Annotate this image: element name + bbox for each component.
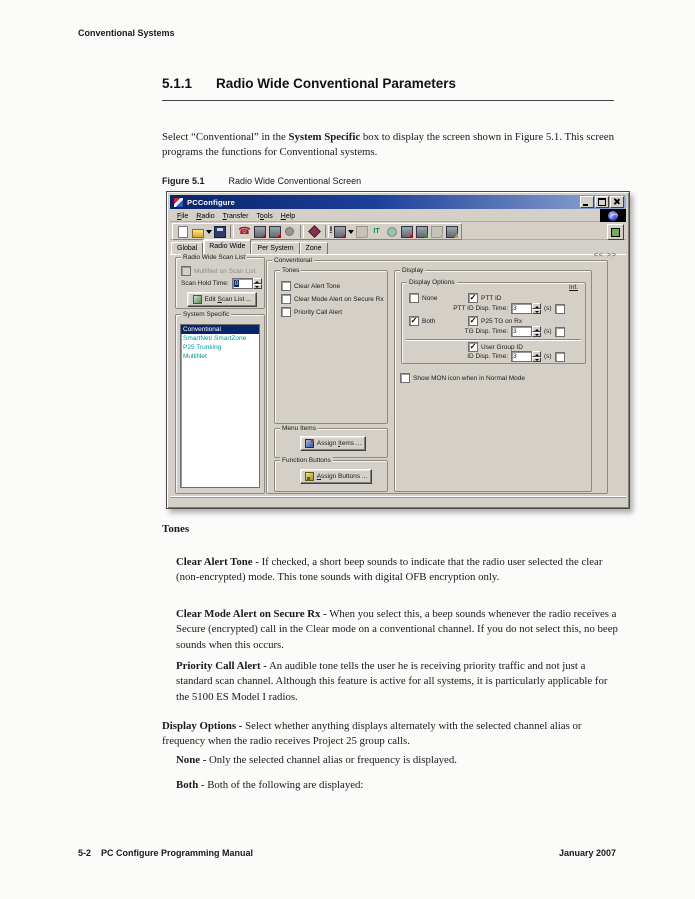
scan-hold-stepper[interactable] (232, 278, 262, 289)
spin-down-icon[interactable] (532, 357, 541, 363)
section-heading (162, 76, 456, 91)
show-mon-label: Show MON icon when in Normal Mode (413, 374, 525, 382)
list-item-conventional[interactable]: Conventional (181, 325, 259, 334)
footer-date: January 2007 (558, 848, 616, 858)
section-number: 5.1.1 (162, 76, 193, 91)
priority-call-alert-checkbox[interactable] (281, 307, 291, 317)
close-icon[interactable] (610, 196, 624, 208)
radio-disabled-icon (354, 225, 369, 239)
minimize-icon[interactable] (580, 196, 594, 208)
seconds-label: (s) (544, 353, 552, 360)
id-inf-checkbox[interactable] (555, 352, 565, 362)
group-label: Display Options (409, 279, 455, 286)
priority-call-alert-paragraph: Priority Call Alert - An audible tone tells the user he is receiving priority traffic and not just a standard scan channel. Although this feature is active for all systems, it is particularly applicable for the 5100 ES Model I radios. (176, 659, 608, 703)
both-paragraph: Both - Both of the following are displayed: (176, 778, 364, 791)
app-icon (173, 197, 184, 208)
multinet-checkbox (181, 266, 191, 276)
footer-left (78, 848, 253, 858)
group-label: Menu Items (282, 425, 316, 432)
group-radio-wide-scan-list (175, 254, 265, 309)
radio-alert-dropdown-icon[interactable] (347, 225, 354, 239)
tab-global[interactable]: Global (171, 242, 203, 254)
user-group-id-label: User Group ID (481, 343, 523, 351)
menu-transfer[interactable]: Transfer (222, 212, 249, 220)
none-paragraph: None - Only the selected channel alias or frequency is displayed. (176, 753, 457, 766)
group-display-options (401, 279, 586, 364)
save-icon[interactable] (212, 225, 227, 239)
multinet-label: MultiNet on Scan List (194, 267, 256, 275)
intro-paragraph (162, 130, 620, 161)
globe-logo-icon (608, 211, 618, 221)
group-label: Display (402, 267, 424, 274)
manual-title: PC Configure Programming Manual (101, 848, 254, 858)
radio-disabled2-icon (429, 225, 444, 239)
menu-file[interactable]: File (177, 212, 189, 220)
group-menu-items (274, 425, 388, 458)
inf-column-header: Inf. (568, 284, 578, 291)
list-item-smartnet[interactable]: SmartNet/ SmartZone (183, 335, 247, 342)
clear-mode-alert-label: Clear Mode Alert on Secure Rx (294, 295, 384, 303)
assign-buttons-icon (305, 472, 314, 481)
section-title: Radio Wide Conventional Parameters (216, 76, 456, 91)
toolbar-band (172, 223, 462, 240)
intro-bold: System Specific (288, 130, 361, 143)
radio-down-icon[interactable] (414, 225, 429, 239)
scan-hold-value[interactable]: 0 (234, 280, 239, 287)
window-title: PCConfigure (187, 197, 236, 207)
scan-hold-label: Scan Hold Time: (181, 280, 229, 287)
id-time-value[interactable]: 3 (511, 351, 532, 362)
ptt-time-label: PTT ID Disp. Time: (453, 305, 508, 312)
ptt-id-checkbox[interactable]: ✓ (469, 293, 477, 302)
group-system-specific (175, 311, 265, 494)
figure-caption (162, 176, 361, 186)
brand-logo (600, 209, 626, 222)
ptt-inf-checkbox[interactable] (555, 304, 565, 314)
list-item-p25-trunking[interactable]: P25 Trunking (183, 344, 222, 351)
menu-radio[interactable]: Radio (196, 212, 215, 220)
both-label: Both (422, 317, 436, 325)
menu-help[interactable]: Help (280, 212, 296, 220)
none-label: None (422, 294, 438, 302)
client-area (170, 254, 626, 496)
group-label: Tones (282, 267, 300, 274)
group-display (394, 267, 592, 492)
display-options-paragraph: Display Options - Select whether anything displays alternately with the selected channel alias or frequency when the radio receives Project 25 group calls. (162, 719, 582, 748)
spin-down-icon[interactable] (532, 309, 541, 315)
tab-radio-wide[interactable]: Radio Wide (203, 239, 251, 254)
tab-per-system[interactable]: Per System (251, 242, 299, 254)
tg-inf-checkbox[interactable] (555, 327, 565, 337)
edit-scan-list-icon (193, 295, 202, 304)
open-dropdown-icon[interactable] (205, 225, 212, 239)
clear-mode-alert-checkbox[interactable] (281, 294, 291, 304)
seconds-label: (s) (544, 328, 552, 335)
system-specific-listbox[interactable] (180, 324, 260, 488)
spin-down-icon[interactable] (532, 332, 541, 338)
tg-time-label: TG Disp. Time: (464, 328, 508, 335)
clear-alert-tone-checkbox[interactable] (281, 281, 291, 291)
none-checkbox[interactable] (409, 293, 419, 303)
intro-post: box to display the screen shown in Figure 5.1. This screen programs the functions for Conventional systems. (162, 130, 614, 159)
p25-tg-checkbox[interactable]: ✓ (469, 316, 477, 325)
ptt-time-stepper[interactable] (511, 303, 541, 314)
show-mon-checkbox[interactable] (400, 373, 410, 383)
read-radio-icon[interactable] (252, 225, 267, 239)
nav-arrows[interactable]: << >> (593, 252, 617, 259)
toolbar (170, 223, 626, 240)
record-disabled-icon (282, 225, 297, 239)
menu-bar (170, 210, 626, 222)
connect-phone-icon[interactable]: ☎ (238, 225, 251, 237)
both-checkbox[interactable]: ✓ (410, 316, 418, 325)
open-folder-icon[interactable] (190, 225, 205, 239)
assign-items-button[interactable]: Assign Items ... (300, 436, 366, 451)
pcconfigure-window (166, 191, 630, 509)
toolbar-separator (325, 225, 329, 238)
assign-buttons-button[interactable]: Assign Buttons ... (300, 469, 372, 484)
divider (406, 339, 581, 340)
clear-alert-tone-paragraph: Clear Alert Tone - If checked, a short beep sounds to indicate that the radio user selected the clear (non-encrypted) mode. This tone sounds with digital OFB encryption only. (176, 555, 603, 584)
menu-tools[interactable]: Tools (256, 212, 273, 220)
new-file-icon[interactable] (175, 225, 190, 239)
id-time-label: ID Disp. Time: (467, 353, 508, 360)
spin-down-icon[interactable] (253, 284, 262, 290)
edit-scan-list-button[interactable]: Edit Scan List ... (187, 292, 257, 307)
tab-zone[interactable]: Zone (300, 242, 328, 254)
p25-tg-label: P25 TG on Rx (481, 317, 523, 325)
assign-items-icon (305, 439, 314, 448)
clear-alert-tone-label: Clear Alert Tone (294, 282, 341, 290)
group-label: Function Buttons (282, 457, 331, 464)
group-label: System Specific (183, 311, 230, 318)
page-number: 5-2 (78, 848, 92, 858)
tg-time-value[interactable]: 3 (511, 326, 532, 337)
group-label: Conventional (274, 257, 312, 264)
ptt-time-value[interactable]: 3 (511, 303, 532, 314)
toolbar-separator (300, 225, 304, 238)
toolbar-separator (230, 225, 234, 238)
status-bar (170, 496, 626, 505)
diamond-icon[interactable] (307, 225, 322, 239)
priority-call-alert-label: Priority Call Alert (294, 308, 343, 316)
globe-disabled-icon (384, 225, 399, 239)
tg-time-stepper[interactable] (511, 326, 541, 337)
radio-gold-icon[interactable] (444, 225, 459, 239)
intercom-it-icon[interactable]: IT (373, 228, 380, 235)
panel-grid-icon[interactable] (607, 224, 624, 240)
clear-mode-alert-paragraph: Clear Mode Alert on Secure Rx - When you select this, a beep sounds whenever the radio receives a Secure (encrypted) call in the Clear mode on a conventional channel. If you do not select this, no beep sounds when this occurs. (176, 607, 618, 651)
group-function-buttons (274, 457, 388, 492)
figure-label: Figure 5.1 (162, 176, 205, 186)
user-group-id-checkbox[interactable]: ✓ (469, 342, 477, 351)
id-time-stepper[interactable] (511, 351, 541, 362)
group-tones (274, 267, 388, 424)
maximize-icon[interactable] (595, 196, 609, 208)
title-bar[interactable] (170, 195, 626, 209)
tab-strip (170, 240, 626, 254)
heading-rule (162, 100, 614, 101)
running-header: Conventional Systems (78, 28, 175, 38)
ptt-id-label: PTT ID (481, 294, 502, 302)
list-item-multinet[interactable]: MultiNet (183, 353, 207, 360)
group-label: Radio Wide Scan List (183, 254, 246, 261)
tones-heading: Tones (162, 523, 190, 535)
seconds-label: (s) (544, 305, 552, 312)
intro-pre: Select “Conventional” in the (162, 130, 289, 143)
radio-alert-icon[interactable] (332, 225, 347, 239)
write-radio-icon[interactable] (267, 225, 282, 239)
group-conventional (266, 257, 608, 494)
figure-caption-text: Radio Wide Conventional Screen (228, 176, 362, 186)
radio-up-icon[interactable] (399, 225, 414, 239)
